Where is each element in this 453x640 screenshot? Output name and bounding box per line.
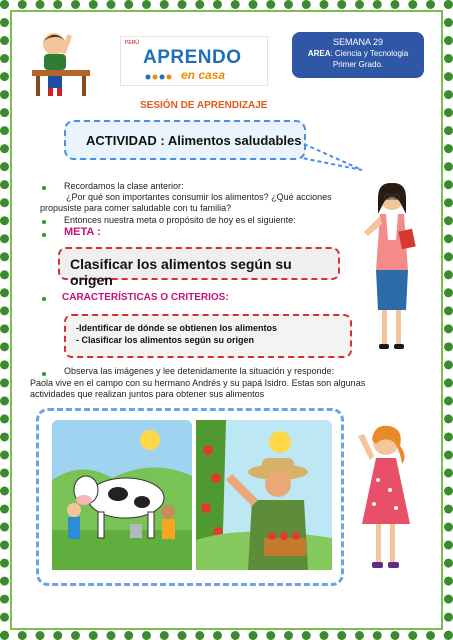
goal-intro-text: Entonces nuestra meta o propósito de hoy es el siguiente: <box>64 215 296 225</box>
recall-text: Recordamos la clase anterior: <box>64 181 184 191</box>
situation-line-2: actividades que realizan juntos para obtener sus alimentos <box>30 389 265 399</box>
bullet-icon <box>42 233 46 237</box>
criteria-box <box>64 314 352 358</box>
week-info-box <box>292 32 424 78</box>
aprendo-en-casa-logo <box>120 36 268 86</box>
bullet-icon <box>42 220 46 224</box>
goal-text: Clasificar los alimentos según su origen <box>70 256 292 288</box>
area-label: AREA <box>307 49 331 58</box>
question-line-1: ¿Por qué son importantes consumir los alimentos? ¿Qué acciones <box>66 192 332 202</box>
bullet-icon <box>42 372 46 376</box>
week-label: SEMANA 29 <box>332 37 384 47</box>
criteria-item-1: -Identificar de dónde se obtienen los alimentos <box>76 323 278 333</box>
teacher-illustration <box>360 180 422 355</box>
criteria-item-2: - Clasificar los alimentos según su origen <box>76 335 255 345</box>
logo-government-text: PERÚ <box>125 40 139 46</box>
goal-box <box>58 247 340 288</box>
girl-pointing-illustration <box>350 420 418 580</box>
criteria-label: CARACTERÍSTICAS O CRITERIOS: <box>62 292 229 303</box>
situation-line-1: Paola vive en el campo con su hermano Andrés y su papá Isidro. Estas son algunas <box>30 378 366 388</box>
meta-label: META : <box>64 226 101 238</box>
milking-cow-scene-image <box>52 420 192 570</box>
bullet-icon <box>42 186 46 190</box>
grade-label: Primer Grado. <box>332 60 384 69</box>
situation-instruction: Observa las imágenes y lee detenidamente la situación y responde: <box>64 366 335 376</box>
logo-dots-icon <box>145 73 175 81</box>
student-at-desk-illustration <box>30 28 92 98</box>
speech-bubble-tail <box>300 140 370 180</box>
question-line-2: propusiste para comer saludable con tu familia? <box>40 203 232 213</box>
bullet-icon <box>42 297 46 301</box>
logo-title: APRENDO <box>143 47 242 68</box>
area-value: : Ciencia y Tecnologia <box>330 49 409 58</box>
area-line <box>292 48 424 59</box>
activity-title-box <box>64 120 306 160</box>
activity-title: ACTIVIDAD : Alimentos saludables <box>86 133 302 148</box>
picking-fruit-scene-image <box>196 420 332 570</box>
session-title: SESIÓN DE APRENDIZAJE <box>140 100 268 111</box>
logo-subtitle: en casa <box>181 68 226 82</box>
